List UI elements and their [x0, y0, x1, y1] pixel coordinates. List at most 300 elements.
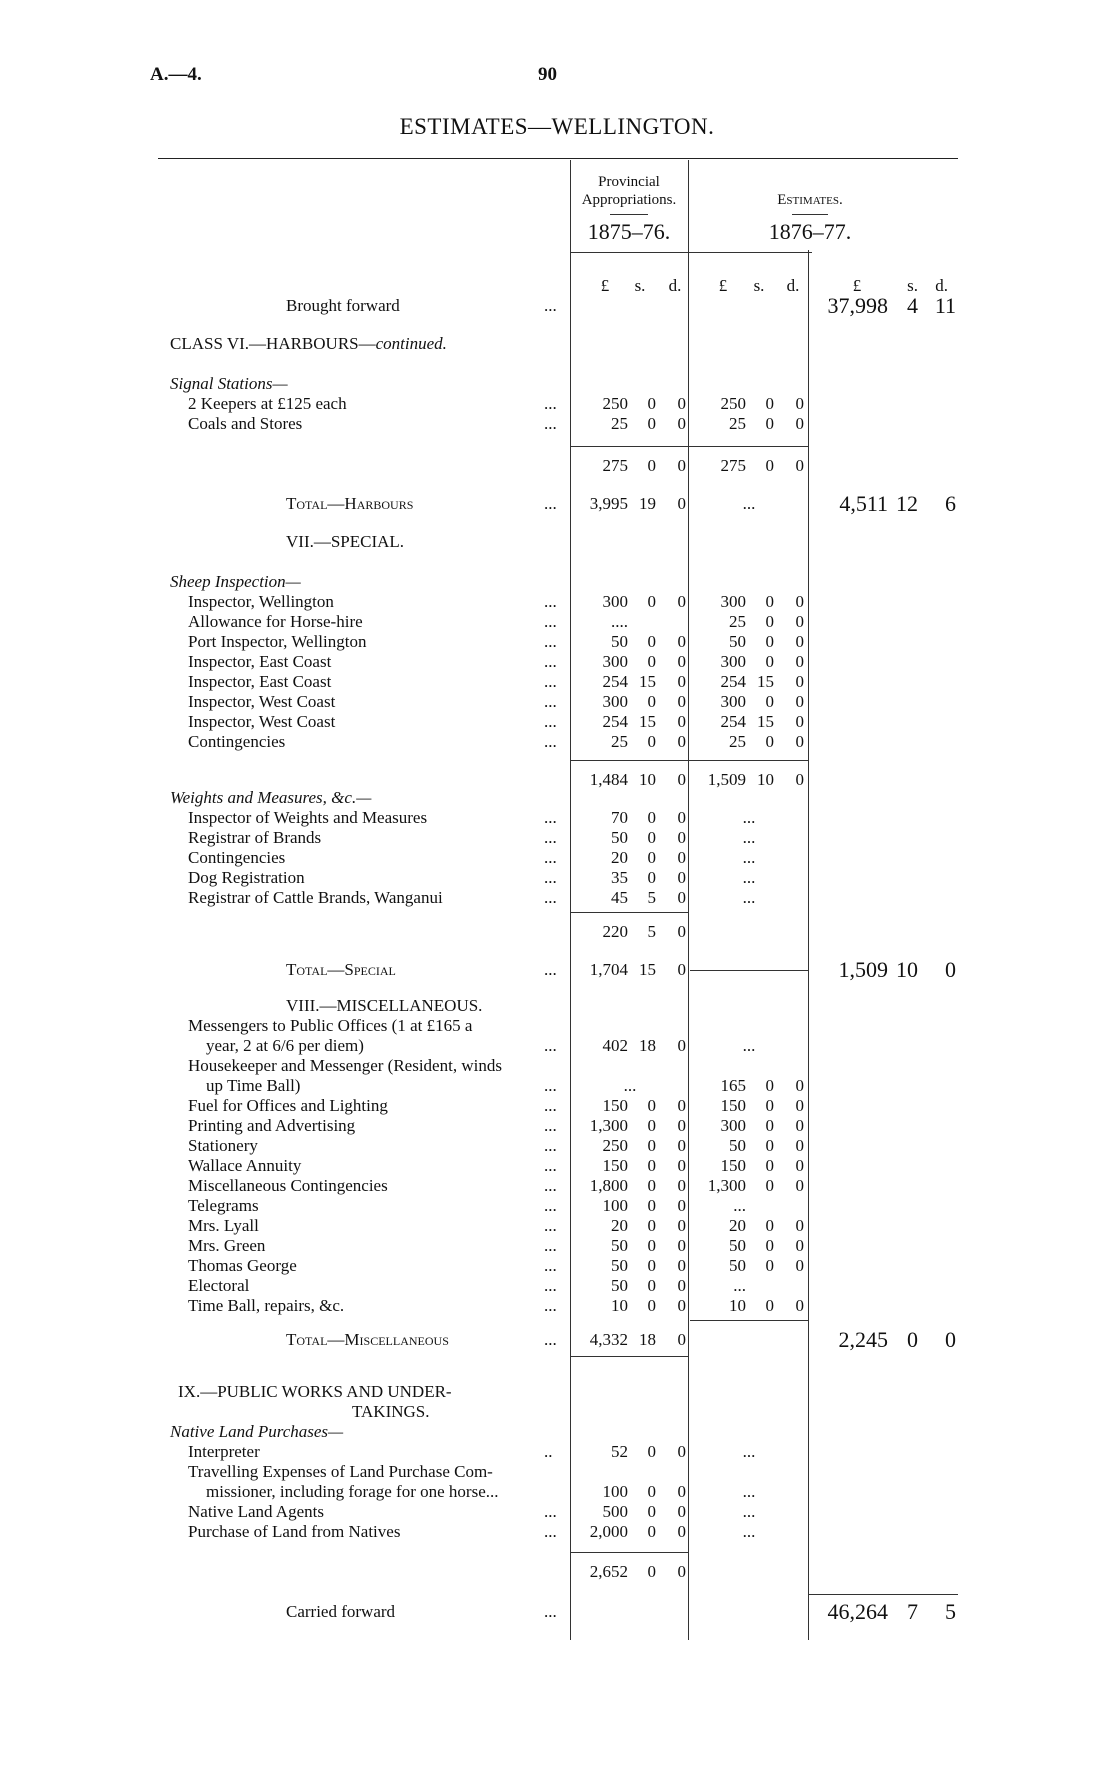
class9-subtotal-pd: 0	[677, 1562, 686, 1581]
misc-row-dots: ...	[544, 1176, 557, 1195]
weights-row-ps: 5	[647, 888, 656, 907]
weights-row-label: Registrar of Cattle Brands, Wanganui	[188, 888, 443, 907]
signal-station-row-label: Coals and Stores	[188, 414, 303, 433]
brought-forward-label: Brought forward	[286, 296, 400, 315]
unit-pence-prov: d.	[668, 276, 682, 295]
class9-sub-native-land: Native Land Purchases—	[170, 1422, 344, 1441]
native-land-row-ps: 0	[647, 1502, 656, 1521]
weights-row-pl: 70	[611, 808, 628, 827]
signal-station-row-label: 2 Keepers at £125 each	[188, 394, 347, 413]
misc-row-pd: 0	[677, 1156, 686, 1175]
misc-row-pd: 0	[677, 1096, 686, 1115]
class8-bottom-rule	[570, 1356, 688, 1357]
misc-row-pd: 0	[677, 1236, 686, 1255]
native-land-row-e: ...	[742, 1502, 756, 1521]
class6-heading: CLASS VI.—HARBOURS—continued.	[170, 334, 447, 353]
misc-row-label: Miscellaneous Contingencies	[188, 1176, 388, 1195]
native-land-row-label: Native Land Agents	[188, 1502, 324, 1521]
class6-total-ps: 19	[639, 494, 656, 513]
class8-total-total-l: 2,245	[838, 1327, 888, 1352]
weights-row-e: ...	[742, 828, 756, 847]
sheep-row-dots: ...	[544, 712, 557, 731]
messengers-line1: Messengers to Public Offices (1 at £165 a	[188, 1016, 473, 1035]
weights-row-pd: 0	[677, 848, 686, 867]
housekeeper-es: 0	[765, 1076, 774, 1095]
class8-total-label: Total—Miscellaneous	[286, 1330, 449, 1349]
class7-sub-sheep: Sheep Inspection—	[170, 572, 301, 591]
weights-row-pl: 20	[611, 848, 628, 867]
estimates-head: Estimates.	[777, 192, 843, 208]
misc-row-el: 50	[729, 1256, 746, 1275]
weights-row-dots: ...	[544, 808, 557, 827]
misc-row-es: 0	[765, 1216, 774, 1235]
class6-subtotal-pd: 0	[677, 456, 686, 475]
housekeeper-line2: up Time Ball)	[206, 1076, 301, 1095]
page-number: 90	[538, 64, 557, 85]
sheep-row-ps: 0	[647, 592, 656, 611]
sheep-row-dots: ...	[544, 672, 557, 691]
travelling-line1: Travelling Expenses of Land Purchase Com-	[188, 1462, 493, 1481]
travelling-e: ...	[742, 1482, 756, 1501]
misc-row-es: 0	[765, 1136, 774, 1155]
messengers-pl: 402	[602, 1036, 628, 1055]
signal-station-row-el: 25	[729, 414, 746, 433]
messengers-pd: 0	[677, 1036, 686, 1055]
sheep-row-ed: 0	[795, 672, 804, 691]
interpreter-pd: 0	[677, 1442, 686, 1461]
sheep-row-pd: 0	[677, 592, 686, 611]
sheep-subtotal-es: 10	[757, 770, 774, 789]
misc-row-ps: 0	[647, 1296, 656, 1315]
class8-total-dots: ...	[544, 1330, 557, 1349]
weights-row-ps: 0	[647, 848, 656, 867]
misc-row-el: 300	[720, 1116, 746, 1135]
sheep-row-ed: 0	[795, 652, 804, 671]
misc-row-label: Wallace Annuity	[188, 1156, 302, 1175]
sheep-row-el: 300	[720, 692, 746, 711]
misc-row-ed: 0	[795, 1236, 804, 1255]
carried-forward-pence: 5	[945, 1599, 956, 1624]
misc-row-pd: 0	[677, 1296, 686, 1315]
signal-station-row-es: 0	[765, 394, 774, 413]
misc-row-pd: 0	[677, 1176, 686, 1195]
misc-row-dots: ...	[544, 1216, 557, 1235]
carried-forward-label: Carried forward	[286, 1602, 396, 1621]
class9-subtotal-pl: 2,652	[589, 1562, 628, 1581]
sheep-row-ps: 15	[639, 672, 656, 691]
misc-row-pl: 50	[611, 1276, 628, 1295]
signal-station-row-pl: 25	[611, 414, 628, 433]
misc-row-ps: 0	[647, 1236, 656, 1255]
misc-row-pl: 10	[611, 1296, 628, 1315]
misc-row-pl: 1,300	[589, 1116, 628, 1135]
signal-station-row-pd: 0	[677, 394, 686, 413]
weights-row-dots: ...	[544, 868, 557, 887]
signal-station-row-pl: 250	[602, 394, 628, 413]
weights-row-e: ...	[742, 848, 756, 867]
sheep-row-el: 25	[729, 732, 746, 751]
native-land-row-e: ...	[742, 1522, 756, 1541]
class6-sub-rule	[570, 446, 808, 447]
class9-heading-line1: IX.—PUBLIC WORKS AND UNDER-	[178, 1382, 452, 1401]
sheep-row-pl: 50	[611, 632, 628, 651]
sheep-row-label: Contingencies	[188, 732, 286, 751]
sheep-row-es: 15	[757, 672, 774, 691]
travelling-pd: 0	[677, 1482, 686, 1501]
class7-total-label: Total—Special	[286, 960, 396, 979]
sheep-row-el: 25	[729, 612, 746, 631]
sheep-row-ed: 0	[795, 592, 804, 611]
signal-station-row-dots: ...	[544, 394, 557, 413]
interpreter-dots: ..	[544, 1442, 553, 1461]
column-rule-prov-right	[688, 160, 689, 1640]
travelling-pl: 100	[602, 1482, 628, 1501]
misc-row-es: 0	[765, 1256, 774, 1275]
est-head-rule	[792, 214, 828, 215]
sheep-row-pd: 0	[677, 632, 686, 651]
misc-row-ps: 0	[647, 1096, 656, 1115]
messengers-e: ...	[742, 1036, 756, 1055]
travelling-line2: missioner, including forage for one horse...	[206, 1482, 499, 1501]
weights-row-label: Dog Registration	[188, 868, 305, 887]
weights-row-dots: ...	[544, 828, 557, 847]
class6-subtotal-el: 275	[720, 456, 746, 475]
brought-forward-shillings: 4	[907, 293, 918, 318]
class7-total-total-l: 1,509	[838, 957, 888, 982]
housekeeper-line1: Housekeeper and Messenger (Resident, winds	[188, 1056, 502, 1075]
misc-row-label: Mrs. Green	[188, 1236, 266, 1255]
sheep-row-label: Inspector, Wellington	[188, 592, 334, 611]
class7-total-ps: 15	[639, 960, 656, 979]
interpreter-label: Interpreter	[188, 1442, 260, 1461]
misc-row-es: 0	[765, 1116, 774, 1135]
unit-pence-total: d.	[935, 276, 948, 295]
sheep-row-ps: 15	[639, 712, 656, 731]
misc-row-ps: 0	[647, 1136, 656, 1155]
misc-row-ps: 0	[647, 1196, 656, 1215]
misc-row-pl: 250	[602, 1136, 628, 1155]
class8-total-pl: 4,332	[589, 1330, 628, 1349]
misc-row-pl: 50	[611, 1236, 628, 1255]
sheep-row-es: 0	[765, 632, 774, 651]
misc-row-el: 150	[720, 1096, 746, 1115]
sheep-row-dots: ...	[544, 692, 557, 711]
weights-row-pl: 45	[611, 888, 628, 907]
housekeeper-p: ...	[623, 1076, 637, 1095]
misc-row-es: 0	[765, 1096, 774, 1115]
carried-forward-pounds: 46,264	[827, 1599, 888, 1624]
signal-station-row-ps: 0	[647, 394, 656, 413]
sheep-row-el: 300	[720, 592, 746, 611]
misc-row-ed: 0	[795, 1116, 804, 1135]
class6-total-total-l: 4,511	[839, 491, 888, 516]
weights-row-pd: 0	[677, 868, 686, 887]
misc-row-label: Stationery	[188, 1136, 258, 1155]
messengers-ps: 18	[639, 1036, 656, 1055]
class6-subtotal-ed: 0	[795, 456, 804, 475]
misc-row-ps: 0	[647, 1216, 656, 1235]
weights-row-pd: 0	[677, 828, 686, 847]
misc-row-es: 0	[765, 1236, 774, 1255]
class6-total-total-s: 12	[896, 491, 918, 516]
weights-row-e: ...	[742, 808, 756, 827]
class7-total-pl: 1,704	[589, 960, 628, 979]
misc-row-pl: 1,800	[589, 1176, 628, 1195]
messengers-line2: year, 2 at 6/6 per diem)	[206, 1036, 364, 1055]
class8-heading: VIII.—MISCELLANEOUS.	[286, 996, 483, 1015]
weights-row-e: ...	[742, 868, 756, 887]
weights-row-dots: ...	[544, 888, 557, 907]
class9-subtotal-ps: 0	[647, 1562, 656, 1581]
misc-row-pl: 150	[602, 1096, 628, 1115]
class7-total-rule	[690, 970, 808, 971]
misc-row-pl: 20	[611, 1216, 628, 1235]
interpreter-ps: 0	[647, 1442, 656, 1461]
weights-subtotal-pd: 0	[677, 922, 686, 941]
sheep-row-pl: 254	[602, 672, 628, 691]
misc-row-el: 50	[729, 1236, 746, 1255]
brought-forward-pounds: 37,998	[827, 293, 888, 318]
sheep-sub-rule	[570, 760, 808, 761]
unit-pound-total: £	[852, 276, 862, 295]
signal-station-row-ed: 0	[795, 394, 804, 413]
weights-row-pl: 50	[611, 828, 628, 847]
housekeeper-ed: 0	[795, 1076, 804, 1095]
class6-subtotal-ps: 0	[647, 456, 656, 475]
weights-row-pd: 0	[677, 888, 686, 907]
misc-row-el: 50	[729, 1136, 746, 1155]
misc-row-el: ...	[733, 1276, 746, 1295]
class6-total-total-d: 6	[945, 491, 956, 516]
class6-total-pd: 0	[677, 494, 686, 513]
prov-head-line1: Provincial	[598, 174, 660, 190]
sheep-row-label: Inspector, West Coast	[188, 692, 336, 711]
sheep-subtotal-el: 1,509	[707, 770, 746, 789]
sheep-row-es: 0	[765, 692, 774, 711]
misc-row-dots: ...	[544, 1196, 557, 1215]
misc-row-dots: ...	[544, 1116, 557, 1135]
prov-year: 1875–76.	[587, 219, 671, 244]
carried-forward-rule	[808, 1594, 958, 1595]
sheep-row-el: 254	[720, 712, 746, 731]
native-land-row-pl: 2,000	[589, 1522, 628, 1541]
unit-pound-est: £	[718, 276, 728, 295]
sheep-row-dots: ...	[544, 592, 557, 611]
weights-row-pd: 0	[677, 808, 686, 827]
sheep-subtotal-pd: 0	[677, 770, 686, 789]
unit-shilling-total: s.	[907, 276, 918, 295]
sheep-row-ed: 0	[795, 692, 804, 711]
class6-total-label: Total—Harbours	[286, 494, 414, 513]
sheep-row-pl: 300	[602, 652, 628, 671]
class7-heading: VII.—SPECIAL.	[286, 532, 405, 551]
weights-row-pl: 35	[611, 868, 628, 887]
native-land-row-ps: 0	[647, 1522, 656, 1541]
weights-row-label: Inspector of Weights and Measures	[188, 808, 428, 827]
misc-row-label: Telegrams	[188, 1196, 259, 1215]
misc-row-pd: 0	[677, 1256, 686, 1275]
misc-row-pl: 100	[602, 1196, 628, 1215]
misc-row-label: Fuel for Offices and Lighting	[188, 1096, 388, 1115]
class8-total-total-d: 0	[945, 1327, 956, 1352]
sheep-subtotal-ps: 10	[639, 770, 656, 789]
misc-row-pd: 0	[677, 1276, 686, 1295]
sheep-row-ed: 0	[795, 612, 804, 631]
misc-row-es: 0	[765, 1296, 774, 1315]
interpreter-pl: 52	[611, 1442, 628, 1461]
misc-row-dots: ...	[544, 1156, 557, 1175]
weights-row-label: Registrar of Brands	[188, 828, 322, 847]
weights-row-dots: ...	[544, 848, 557, 867]
weights-subtotal-pl: 220	[602, 922, 628, 941]
misc-row-dots: ...	[544, 1136, 557, 1155]
unit-shilling-est: s.	[753, 276, 765, 295]
sheep-row-ed: 0	[795, 632, 804, 651]
weights-row-ps: 0	[647, 828, 656, 847]
sheep-row-es: 0	[765, 652, 774, 671]
carried-forward-dots: ...	[544, 1602, 557, 1621]
native-land-row-pd: 0	[677, 1522, 686, 1541]
carried-forward-shillings: 7	[907, 1599, 918, 1624]
sheep-row-pl: 300	[602, 592, 628, 611]
sheep-row-ps: 0	[647, 732, 656, 751]
sheep-subtotal-pl: 1,484	[589, 770, 628, 789]
misc-row-es: 0	[765, 1176, 774, 1195]
document-reference: A.—4.	[150, 64, 202, 85]
sheep-row-pd: 0	[677, 732, 686, 751]
brought-forward-dots: ...	[544, 296, 557, 315]
column-rule-prov-left	[570, 160, 571, 1640]
class6-subtotal-pl: 275	[602, 456, 628, 475]
sheep-row-ps: 0	[647, 632, 656, 651]
native-land-row-pd: 0	[677, 1502, 686, 1521]
misc-row-dots: ...	[544, 1296, 557, 1315]
sheep-row-dots: ...	[544, 652, 557, 671]
misc-row-ps: 0	[647, 1156, 656, 1175]
unit-pence-est: d.	[786, 276, 800, 295]
sheep-row-es: 0	[765, 612, 774, 631]
signal-station-row-pd: 0	[677, 414, 686, 433]
weights-row-ps: 0	[647, 868, 656, 887]
misc-row-label: Time Ball, repairs, &c.	[188, 1296, 345, 1315]
sheep-row-el: 50	[729, 632, 746, 651]
messengers-dots: ...	[544, 1036, 557, 1055]
sheep-subtotal-ed: 0	[795, 770, 804, 789]
signal-station-row-el: 250	[720, 394, 746, 413]
sheep-row-dots: ...	[544, 632, 557, 651]
misc-row-dots: ...	[544, 1276, 557, 1295]
signal-station-row-dots: ...	[544, 414, 557, 433]
class6-sub-signal-stations: Signal Stations—	[170, 374, 288, 393]
sheep-row-el: 300	[720, 652, 746, 671]
class7-total-total-s: 10	[896, 957, 918, 982]
misc-row-ed: 0	[795, 1176, 804, 1195]
misc-row-ps: 0	[647, 1256, 656, 1275]
weights-row-e: ...	[742, 888, 756, 907]
sheep-row-dots: ...	[544, 612, 557, 631]
sheep-row-ps: 0	[647, 692, 656, 711]
misc-row-ed: 0	[795, 1216, 804, 1235]
misc-row-ed: 0	[795, 1296, 804, 1315]
class8-total-total-s: 0	[907, 1327, 918, 1352]
weights-sub-rule	[570, 912, 688, 913]
sheep-row-pl: 300	[602, 692, 628, 711]
housekeeper-dots: ...	[544, 1076, 557, 1095]
misc-row-ed: 0	[795, 1256, 804, 1275]
est-year: 1876–77.	[768, 219, 852, 244]
class8-total-ps: 18	[639, 1330, 656, 1349]
misc-row-label: Electoral	[188, 1276, 250, 1295]
misc-row-el: 10	[729, 1296, 746, 1315]
sheep-row-pd: 0	[677, 712, 686, 731]
misc-row-label: Mrs. Lyall	[188, 1216, 259, 1235]
misc-row-label: Thomas George	[188, 1256, 297, 1275]
sheep-row-pd: 0	[677, 652, 686, 671]
sheep-row-es: 0	[765, 592, 774, 611]
sheep-row-label: Allowance for Horse-hire	[188, 612, 363, 631]
native-land-row-pl: 500	[602, 1502, 628, 1521]
misc-row-ed: 0	[795, 1156, 804, 1175]
sheep-row-es: 0	[765, 732, 774, 751]
housekeeper-el: 165	[720, 1076, 746, 1095]
weights-row-ps: 0	[647, 808, 656, 827]
misc-row-label: Printing and Advertising	[188, 1116, 356, 1135]
column-rule-est-right	[808, 250, 809, 1640]
misc-row-pd: 0	[677, 1216, 686, 1235]
native-land-row-dots: ...	[544, 1502, 557, 1521]
sheep-row-ed: 0	[795, 712, 804, 731]
native-land-row-label: Purchase of Land from Natives	[188, 1522, 401, 1541]
prov-head-rule	[610, 214, 648, 215]
misc-row-ed: 0	[795, 1136, 804, 1155]
unit-shilling-prov: s.	[634, 276, 646, 295]
misc-row-dots: ...	[544, 1256, 557, 1275]
misc-row-el: ...	[733, 1196, 746, 1215]
misc-row-ps: 0	[647, 1176, 656, 1195]
sheep-row-label: Port Inspector, Wellington	[188, 632, 367, 651]
heading-rule	[570, 252, 812, 253]
sheep-row-label: Inspector, West Coast	[188, 712, 336, 731]
sheep-row-ps: 0	[647, 652, 656, 671]
signal-station-row-ed: 0	[795, 414, 804, 433]
misc-row-pd: 0	[677, 1116, 686, 1135]
class8-total-rule	[690, 1320, 808, 1321]
misc-row-el: 20	[729, 1216, 746, 1235]
class6-total-pl: 3,995	[589, 494, 628, 513]
class7-total-pd: 0	[677, 960, 686, 979]
class6-total-e: ...	[742, 494, 756, 513]
class6-total-dots: ...	[544, 494, 557, 513]
misc-row-el: 1,300	[707, 1176, 746, 1195]
misc-row-pl: 50	[611, 1256, 628, 1275]
class7-total-dots: ...	[544, 960, 557, 979]
misc-row-ed: 0	[795, 1096, 804, 1115]
signal-station-row-es: 0	[765, 414, 774, 433]
class9-sub-rule	[570, 1552, 688, 1553]
class7-total-total-d: 0	[945, 957, 956, 982]
brought-forward-pence: 11	[934, 293, 956, 318]
class8-total-pd: 0	[677, 1330, 686, 1349]
interpreter-e: ...	[742, 1442, 756, 1461]
top-rule	[158, 158, 958, 159]
sheep-row-ed: 0	[795, 732, 804, 751]
page-title: ESTIMATES—WELLINGTON.	[399, 114, 715, 139]
sheep-row-label: Inspector, East Coast	[188, 652, 332, 671]
misc-row-pd: 0	[677, 1136, 686, 1155]
sheep-row-label: Inspector, East Coast	[188, 672, 332, 691]
sheep-row-pl: 254	[602, 712, 628, 731]
sheep-row-el: 254	[720, 672, 746, 691]
